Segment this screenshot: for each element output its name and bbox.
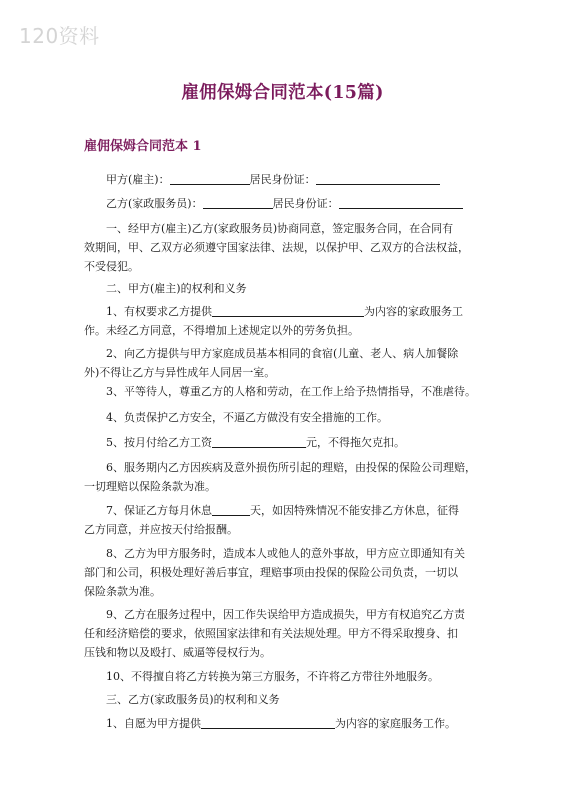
item-a6-line-1: 6、服务期内乙方因疾病及意外损伤所引起的理赔，由投保的保险公司理赔， — [106, 461, 476, 474]
item-a2-line-1: 2、向乙方提供与甲方家庭成员基本相同的食宿(儿童、老人、病人加餐除 — [106, 347, 459, 360]
item-a7-line-2: 乙方同意，并应按天付给报酬。 — [84, 523, 238, 536]
party-a-blank — [170, 172, 250, 185]
item-a5-pre: 5、按月付给乙方工资 — [106, 436, 212, 449]
item-a8-line-2: 部门和公司，积极处理好善后事宜，理赔事项由投保的保险公司负责，一切以 — [84, 566, 458, 579]
item-a2-line-2: 外)不得让乙方与异性成年人同居一室。 — [84, 366, 276, 379]
item-a9-line-3: 压钱和物以及殴打、威逼等侵权行为。 — [84, 646, 271, 659]
item-a7-line-1 — [106, 502, 506, 521]
item-b1 — [106, 715, 506, 734]
party-a-label: 甲方(雇主)： — [106, 173, 170, 186]
item-a10: 10、不得擅自将乙方转换为第三方服务，不许将乙方带往外地服务。 — [106, 670, 439, 683]
item-a8-line-3: 保险条款为准。 — [84, 585, 161, 598]
item-a7-blank — [212, 503, 250, 516]
item-a9-line-2: 任和经济赔偿的要求，依照国家法律和有关法规处理。甲方不得采取搜身、扣 — [84, 627, 458, 640]
document-title: 雇佣保姆合同范本(15篇) — [181, 83, 384, 103]
item-b1-blank — [201, 716, 335, 729]
paragraph-1-line-2: 效期间，甲、乙双方必须遵守国家法律、法规，以保护甲、乙双方的合法权益， — [84, 241, 469, 254]
item-a7-pre: 7、保证乙方每月休息 — [106, 504, 212, 517]
item-a9-line-1: 9、乙方在服务过程中，因工作失误给甲方造成损失，甲方有权追究乙方责 — [106, 608, 465, 621]
item-a8-line-1: 8、乙方为甲方服务时，造成本人或他人的意外事故，甲方应立即通知有关 — [106, 547, 465, 560]
heading-party-b-rights: 三、乙方(家政服务员)的权利和义务 — [106, 693, 280, 706]
item-a5-blank — [212, 435, 306, 448]
item-a3: 3、平等待人，尊重乙方的人格和劳动，在工作上给予热情指导，不准虐待。 — [106, 385, 476, 398]
heading-party-a-rights: 二、甲方(雇主)的权利和义务 — [106, 282, 247, 295]
item-a1-line-2: 作。未经乙方同意，不得增加上述规定以外的劳务负担。 — [84, 324, 359, 337]
item-a4: 4、负责保护乙方安全，不逼乙方做没有安全措施的工作。 — [106, 411, 388, 424]
party-b-label: 乙方(家政服务员)： — [106, 197, 203, 210]
party-a-id-label: 居民身份证： — [249, 173, 316, 186]
party-b-blank — [203, 196, 273, 209]
item-b1-pre: 1、自愿为甲方提供 — [106, 717, 201, 730]
item-a6-line-2: 一切理赔以保险条款为准。 — [84, 480, 216, 493]
item-a1-pre: 1、有权要求乙方提供 — [106, 305, 212, 318]
party-a-line — [106, 171, 506, 190]
item-a7-post: 天，如因特殊情况不能安排乙方休息，征得 — [250, 504, 459, 517]
party-b-id-blank — [339, 196, 463, 209]
paragraph-1-line-3: 不受侵犯。 — [84, 260, 139, 273]
item-a1-blank — [212, 304, 364, 317]
party-a-id-blank — [316, 172, 440, 185]
section-title: 雇佣保姆合同范本 1 — [84, 139, 202, 154]
paragraph-1-line-1: 一、经甲方(雇主)乙方(家政服务员)协商同意，签定服务合同，在合同有 — [106, 222, 454, 235]
watermark-logo: 120资料 — [19, 24, 100, 48]
party-b-line — [106, 195, 506, 214]
item-b1-post: 为内容的家庭服务工作。 — [335, 717, 456, 730]
item-a1-post: 为内容的家政服务工 — [364, 305, 463, 318]
item-a5-post: 元，不得拖欠克扣。 — [306, 436, 405, 449]
item-a1-line-1 — [106, 303, 506, 322]
party-b-id-label: 居民身份证： — [272, 197, 339, 210]
item-a5 — [106, 434, 506, 453]
